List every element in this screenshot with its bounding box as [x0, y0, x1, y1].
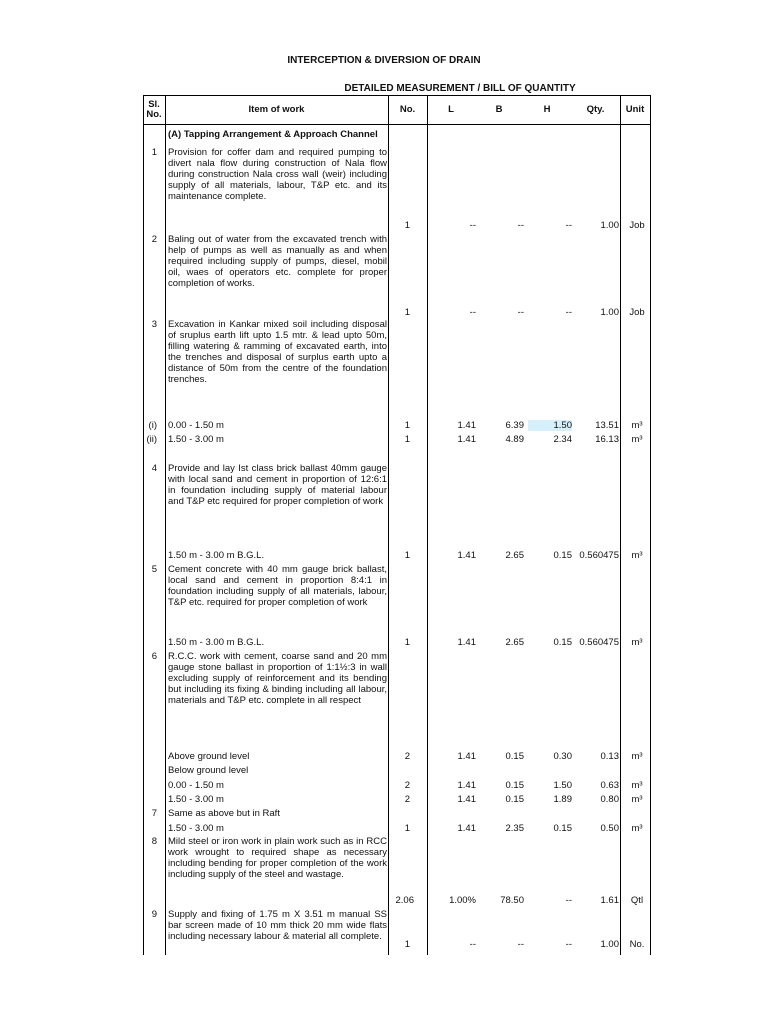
header-b: B — [495, 103, 503, 115]
cell-b: 2.65 — [505, 550, 524, 561]
item-description: Below ground level — [168, 765, 249, 776]
cell-qty: 16.13 — [595, 434, 619, 445]
cell-l: 1.41 — [457, 434, 476, 445]
section-title: (A) Tapping Arrangement & Approach Channel — [168, 129, 378, 140]
header-bottom-border — [143, 124, 651, 125]
cell-qty: 1.00 — [600, 307, 619, 318]
cell-l: 1.41 — [457, 637, 476, 648]
cell-b: 0.15 — [505, 751, 524, 762]
cell-b: -- — [517, 220, 524, 231]
cell-b: -- — [517, 307, 524, 318]
cell-unit: m³ — [631, 637, 643, 648]
cell-unit: Qtl — [630, 895, 644, 906]
cell-l: 1.00% — [449, 895, 476, 906]
cell-l: 1.41 — [457, 550, 476, 561]
sl-no: (i) — [148, 420, 157, 431]
cell-h: -- — [565, 939, 572, 950]
item-description: Above ground level — [168, 751, 250, 762]
cell-unit: No. — [629, 939, 645, 950]
cell-unit: m³ — [631, 550, 643, 561]
col-border — [143, 95, 144, 955]
header-item-of-work: Item of work — [248, 103, 305, 115]
cell-h: -- — [565, 220, 572, 231]
sl-no: 9 — [151, 909, 157, 920]
cell-h: 1.89 — [553, 794, 572, 805]
cell-qty: 13.51 — [595, 420, 619, 431]
item-description: R.C.C. work with cement, coarse sand and 20 mm gauge stone ballast in proportion of 1:1½:3 in wall excluding supply of reinforcement and its bending but including its fixing & binding including all labour, materials and T&P etc. complete in all respect — [168, 651, 387, 706]
item-description: 1.50 - 3.00 m — [168, 823, 224, 834]
cell-l: 1.41 — [457, 751, 476, 762]
item-description: Provision for coffer dam and required pumping to divert nala flow during construction of Nala flow during construction Nala cross wall (weir) including supply of all materials, labour, T&P etc. and its maintenance complete. — [168, 147, 387, 202]
cell-l: -- — [469, 307, 476, 318]
cell-qty: 0.80 — [600, 794, 619, 805]
cell-no: 1 — [404, 823, 410, 834]
cell-b: 4.89 — [505, 434, 524, 445]
cell-b: 2.65 — [505, 637, 524, 648]
item-description: Same as above but in Raft — [168, 808, 280, 819]
cell-h: 0.15 — [553, 637, 572, 648]
sl-no: 8 — [151, 836, 157, 847]
item-description: Mild steel or iron work in plain work such as in RCC work wrought to required shape as necessary including bending for proper completion of the work including supply of the steel and wastage. — [168, 836, 387, 880]
item-description: Excavation in Kankar mixed soil including disposal of sruplus earth lift upto 1.5 mtr. & lead upto 50m, filling watering & ramming of excavated earth, into the trenches and disposal of surplus earth upto a distance of 50m from the centre of the foundation trenches. — [168, 319, 387, 385]
cell-b: 0.15 — [505, 794, 524, 805]
col-border — [620, 95, 621, 955]
cell-qty: 0.13 — [600, 751, 619, 762]
sl-no: (ii) — [146, 434, 157, 445]
item-description: 1.50 - 3.00 m — [168, 794, 224, 805]
cell-h: 0.15 — [553, 550, 572, 561]
cell-no: 1 — [404, 434, 410, 445]
sl-no: 1 — [151, 147, 157, 158]
header-h: H — [543, 103, 551, 115]
cell-unit: m³ — [631, 751, 643, 762]
cell-no: 2 — [404, 780, 410, 791]
sl-no: 3 — [151, 319, 157, 330]
cell-b: -- — [517, 939, 524, 950]
cell-l: 1.41 — [457, 823, 476, 834]
header-qty: Qty. — [586, 103, 605, 115]
cell-l: -- — [469, 939, 476, 950]
cell-no: 2 — [404, 794, 410, 805]
sl-no: 5 — [151, 564, 157, 575]
cell-h: 2.34 — [553, 434, 572, 445]
item-description: Baling out of water from the excavated trench with help of pumps as well as manually as and when required including supply of pumps, diesel, mobil oil, waes of operators etc. complete for proper completion of works. — [168, 234, 387, 289]
cell-qty: 0.560475 — [579, 550, 619, 561]
cell-h: -- — [565, 895, 572, 906]
cell-unit: m³ — [631, 434, 643, 445]
cell-b: 6.39 — [505, 420, 524, 431]
cell-qty: 1.00 — [600, 220, 619, 231]
cell-qty: 0.560475 — [579, 637, 619, 648]
cell-unit: m³ — [631, 823, 643, 834]
cell-no: 1 — [404, 550, 410, 561]
cell-h: 1.50 — [553, 780, 572, 791]
cell-l: 1.41 — [457, 420, 476, 431]
cell-no: 1 — [404, 420, 410, 431]
cell-b: 78.50 — [500, 895, 524, 906]
item-description: Supply and fixing of 1.75 m X 3.51 m manual SS bar screen made of 10 mm thick 20 mm wide flats including necessary labour & material all complete. — [168, 909, 387, 942]
col-border — [165, 95, 166, 955]
cell-qty: 0.50 — [600, 823, 619, 834]
cell-no: 2 — [404, 751, 410, 762]
cell-l: 1.41 — [457, 780, 476, 791]
cell-b: 0.15 — [505, 780, 524, 791]
cell-no: 1 — [404, 939, 410, 950]
cell-unit: m³ — [631, 794, 643, 805]
col-border — [427, 95, 428, 955]
cell-no: 1 — [404, 637, 410, 648]
sl-no: 6 — [151, 651, 157, 662]
item-description: Provide and lay Ist class brick ballast 40mm gauge with local sand and cement in proportion of 12:6:1 in foundation including supply of material labour and T&P etc required for proper completion of work — [168, 463, 387, 507]
cell-b: 2.35 — [505, 823, 524, 834]
item-description: 1.50 - 3.00 m — [168, 434, 224, 445]
header-unit: Unit — [625, 103, 645, 115]
cell-h-highlighted: 1.50 — [528, 420, 572, 431]
cell-unit: Job — [629, 307, 645, 318]
header-sl-no: Sl. No. — [146, 98, 162, 120]
sl-no: 2 — [151, 234, 157, 245]
cell-h: -- — [565, 307, 572, 318]
cell-qty: 0.63 — [600, 780, 619, 791]
sl-no: 7 — [151, 808, 157, 819]
cell-l: -- — [469, 220, 476, 231]
header-no: No. — [399, 103, 416, 115]
cell-no: 1 — [404, 220, 410, 231]
item-description: 1.50 m - 3.00 m B.G.L. — [168, 637, 265, 648]
item-description: 0.00 - 1.50 m — [168, 780, 224, 791]
cell-unit: m³ — [631, 780, 643, 791]
cell-l: 1.41 — [457, 794, 476, 805]
cell-no: 1 — [404, 307, 410, 318]
item-description: 1.50 m - 3.00 m B.G.L. — [168, 550, 265, 561]
cell-qty: 1.61 — [600, 895, 619, 906]
document-subtitle: DETAILED MEASUREMENT / BILL OF QUANTITY — [344, 83, 576, 94]
item-description: 0.00 - 1.50 m — [168, 420, 224, 431]
cell-qty: 1.00 — [600, 939, 619, 950]
document-title: INTERCEPTION & DIVERSION OF DRAIN — [287, 55, 481, 66]
item-description: Cement concrete with 40 mm gauge brick ballast, local sand and cement in proportion 8:4:1 in foundation including supply of all materials, labour, T&P etc. required for proper completion of work — [168, 564, 387, 608]
sl-no: 4 — [151, 463, 157, 474]
cell-h: 0.15 — [553, 823, 572, 834]
header-l: L — [448, 103, 454, 115]
cell-unit: m³ — [631, 420, 643, 431]
cell-h: 0.30 — [553, 751, 572, 762]
cell-no: 2.06 — [395, 895, 414, 906]
cell-unit: Job — [629, 220, 645, 231]
